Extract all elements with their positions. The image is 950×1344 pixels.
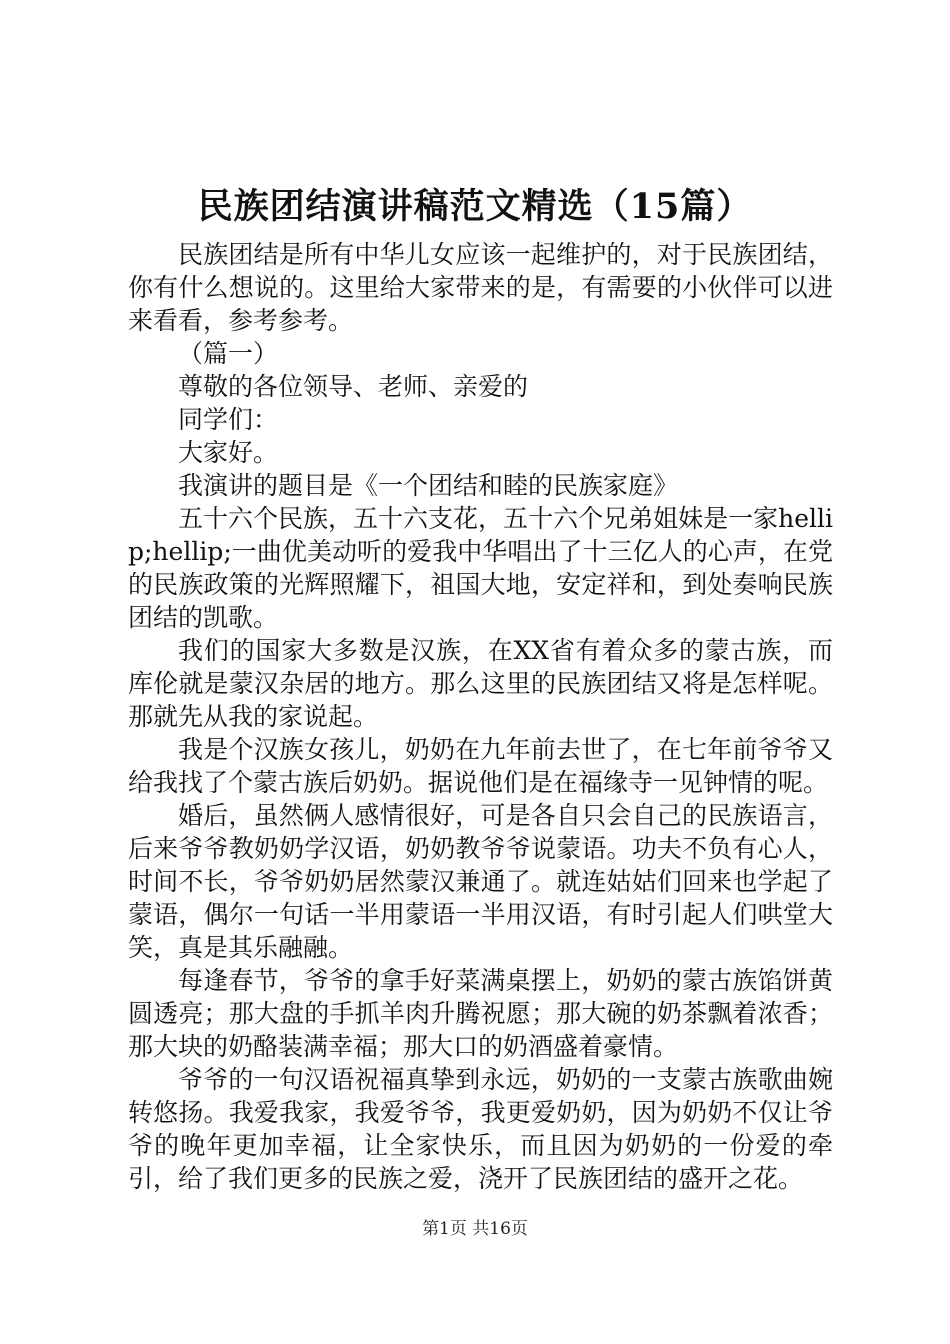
paragraph-body: 我们的国家大多数是汉族，在XX省有着众多的蒙古族，而库伦就是蒙汉杂居的地方。那么这里的民族团结又将是怎样呢。那就先从我的家说起。 (128, 636, 833, 731)
paragraph-topic: 我演讲的题目是《一个团结和睦的民族家庭》 (178, 471, 679, 500)
document-title: 民族团结演讲稿范文精选（15篇） (197, 186, 753, 227)
page-footer: 第1页 共16页 (422, 1219, 528, 1239)
paragraph-salutation-cont: 同学们： (178, 405, 279, 434)
paragraph-salutation: 尊敬的各位领导、老师、亲爱的 (178, 372, 529, 401)
paragraph-body: 每逢春节，爷爷的拿手好菜满桌摆上，奶奶的蒙古族馅饼黄圆透亮；那大盘的手抓羊肉升腾祝愿；那大碗的奶茶飘着浓香；那大块的奶酪装满幸福；那大口的奶酒盛着豪情。 (128, 966, 833, 1061)
paragraph-greeting: 大家好。 (178, 438, 279, 467)
paragraph-body: 五十六个民族，五十六支花，五十六个兄弟姐妹是一家hellip;hellip;一曲优美动听的爱我中华唱出了十三亿人的心声，在党的民族政策的光辉照耀下，祖国大地，安定祥和，到处奏响民族团结的凯歌。 (128, 504, 833, 632)
paragraph-body: 爷爷的一句汉语祝福真挚到永远，奶奶的一支蒙古族歌曲婉转悠扬。我爱我家，我爱爷爷，我更爱奶奶，因为奶奶不仅让爷爷的晚年更加幸福，让全家快乐，而且因为奶奶的一份爱的牵引，给了我们更多的民族之爱，浇开了民族团结的盛开之花。 (128, 1065, 833, 1193)
document-body (128, 238, 833, 1195)
paragraph-body: 婚后，虽然俩人感情很好，可是各自只会自己的民族语言，后来爷爷教奶奶学汉语，奶奶教爷爷说蒙语。功夫不负有心人，时间不长，爷爷奶奶居然蒙汉兼通了。就连姑姑们回来也学起了蒙语，偶尔一句话一半用蒙语一半用汉语，有时引起人们哄堂大笑，真是其乐融融。 (128, 801, 833, 962)
paragraph-intro: 民族团结是所有中华儿女应该一起维护的，对于民族团结，你有什么想说的。这里给大家带来的是，有需要的小伙伴可以进来看看，参考参考。 (128, 240, 833, 335)
paragraph-body: 我是个汉族女孩儿，奶奶在九年前去世了，在七年前爷爷又给我找了个蒙古族后奶奶。据说他们是在福缘寺一见钟情的呢。 (128, 735, 833, 797)
paragraph-section-label: （篇一） (178, 339, 279, 368)
